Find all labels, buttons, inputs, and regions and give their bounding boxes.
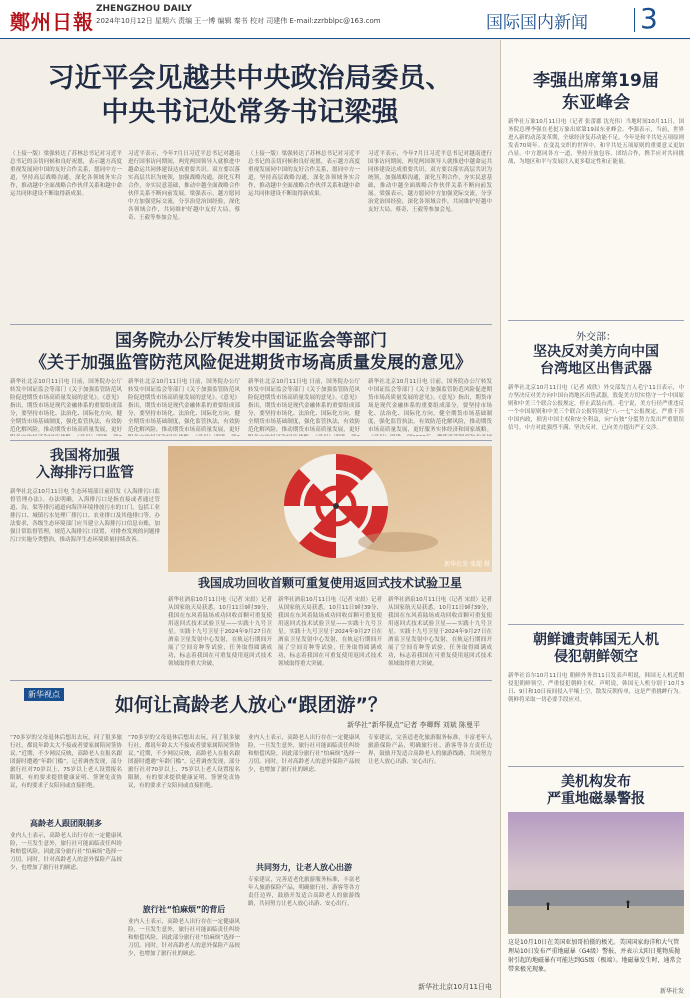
story4-headline: 我国成功回收首颗可重复使用返回式技术试验卫星	[197, 576, 462, 590]
main-story-lead: （上接一版）梁强转达了苏林总书记对习近平总书记的亲切问候和良好祝愿，表示越方高度重视发展同中国的友好合作关系，愿同中方一道，坚持高层战略沟通，深化各领域务实合作，推动越中全面战略合作伙伴关系和越中命运共同体建设不断取得新成果。	[10, 151, 122, 197]
right-story4-caption-credit: 新华社发	[659, 988, 684, 995]
main-headline-line2: 中央书记处常务书记梁强	[101, 97, 399, 128]
right-story2-headline-line2: 台湾地区出售武器	[540, 361, 652, 377]
feature-tag: 新华视点	[24, 688, 64, 701]
right-story3-headline	[508, 632, 684, 666]
right-story4-caption: 这是10月10日在美国亚加哥拍摄的极光。美国国家海洋和大气管理局10日发布严重地磁暴（G4级）警报，并表示太阳日冕物质抛射引起的地磁暴有可能达到G5级（极端）。地磁暴发生时，通常会带来极光现象。	[508, 939, 682, 973]
feature-byline: 新华社“新华视点”记者 李卿辉 刘斌 陈曼平	[347, 721, 480, 729]
story2-headline-line2: 《关于加强监管防范风险促进期货市场高质量发展的意见》	[30, 353, 472, 373]
divider	[10, 324, 492, 325]
feature-body-col4: 专家建议，完善适老化旅游服务标准，丰富老年人旅游保险产品，明确旅行社、游客等各方责任边界，鼓励开发适合高龄老人的旅游线路，共同努力让老人放心出游、安心出行。	[368, 735, 492, 765]
story3-headline	[10, 448, 160, 482]
feature-subhead-3: 共同努力，让老人放心出游	[256, 863, 352, 872]
main-story-body-col4: 习近平表示，今年7月日习近平总书记对越南进行国事访问期间，两党两国领导人就推进中越命运共同体建设达成重要共识。双方要以落实高层共识为统领，加强战略沟通，深化互利合作，夯实民意基础，推动中越全面战略合作伙伴关系不断向前发展。梁强表示，越方愿同中方加强党际交流，分享治党治国经验，深化各领域合作，共同维护好越中友好大局。蔡奇、王毅等参加会见。	[368, 151, 492, 213]
story2-headline	[10, 330, 492, 374]
story2-body-col3: 新华社北京10月11日电 日前，国务院办公厅转发中国证监会等部门《关于加强监管防范风险促进期货市场高质量发展的意见》。《意见》指出，期货市场是现代金融体系的重要组成部分，要坚持市场化、法治化、国际化方向，健全期货市场基础制度，强化监管执法，有效防范化解风险，推动期货市场高质量发展，更好	[248, 379, 360, 433]
story4-body-col3: 新华社酒泉10月11日电（记者 宋晨）记者从国家航天局获悉，10月11日9时39分，我国在东风着陆场成功回收首颗可重复使用返回式技术试验卫星——实践十九号卫星。实践十九号卫星于2024年9月27日在酒泉卫星发射中心发射，在轨运行期间开展了空间育种等试验，任务取得圆满成功，标志着我国在可重复使用返回式技术领域取得重大突破。	[388, 597, 492, 667]
right-story2-headline-line1: 坚决反对美方向中国	[533, 344, 659, 360]
section-title: 国际国内新闻	[486, 13, 588, 33]
feature-subhead-2: 旅行社“怕麻烦”的背后	[142, 905, 226, 914]
feature-body-col3b: 专家建议，完善适老化旅游服务标准，丰富老年人旅游保险产品，明确旅行社、游客等各方责任边界，鼓励开发适合高龄老人的旅游线路，共同努力让老人放心出游、安心出行。	[248, 877, 360, 907]
story4-body-col2: 新华社酒泉10月11日电（记者 宋晨）记者从国家航天局获悉，10月11日9时39分，我国在东风着陆场成功回收首颗可重复使用返回式技术试验卫星——实践十九号卫星。实践十九号卫星于2024年9月27日在酒泉卫星发射中心发射，在轨运行期间开展了空间育种等试验，任务取得圆满成功，标志着我国在可重复使用返回式技术领域取得重大突破。	[278, 597, 382, 667]
feature-subhead-1: 高龄老人跟团限制多	[30, 819, 102, 828]
right-story4-headline-line2: 严重地磁暴警报	[547, 791, 645, 807]
right-story3-body: 新华社首尔10月11日电 朝鲜外务省11日发表声明说，韩国无人机近期侵犯朝鲜领空，严重侵犯朝鲜主权。声明说，韩国无人机分别于10月3日、9日和10日夜间侵入平壤上空，散发反朝传单，这是严重挑衅行为。朝鲜将采取一切必要手段应对。	[508, 673, 684, 703]
photo-credit: 新华社发 张超 摄	[444, 561, 490, 568]
right-story1-headline-line2: 东亚峰会	[562, 93, 630, 113]
main-story-body-col3: （上接一版）梁强转达了苏林总书记对习近平总书记的亲切问候和良好祝愿，表示越方高度重视发展同中国的友好合作关系，愿同中方一道，坚持高层战略沟通，深化各领域务实合作，推动越中全面战略合作伙伴关系和越中命运共同体建设不断取得新成果。	[248, 151, 360, 197]
story3-headline-line2: 入海排污口监管	[36, 465, 134, 481]
main-headline	[10, 62, 490, 130]
divider	[508, 320, 684, 321]
aurora-photo	[508, 812, 684, 934]
story2-headline-line1: 国务院办公厅转发中国证监会等部门	[115, 331, 387, 351]
right-story3-headline-line2: 侵犯朝鲜领空	[554, 649, 638, 665]
main-headline-line1: 习近平会见越共中央政治局委员、	[47, 63, 453, 94]
right-story3-headline-line1: 朝鲜谴责韩国无人机	[533, 632, 659, 648]
story2-body-col4: 新华社北京10月11日电 日前，国务院办公厅转发中国证监会等部门《关于加强监管防范风险促进期货市场高质量发展的意见》。《意见》指出，期货市场是现代金融体系的重要组成部分，要坚持市场化、法治化、国际化方向，健全期货市场基础制度，强化监管执法，有效防范化解风险，推动期货市场高质量发展，更好服务实体经济和国家战略。	[368, 379, 492, 433]
feature-body-col1b: 业内人士表示，高龄老人出行存在一定健康风险，一旦发生意外，旅行社可能面临责任纠纷和赔偿风险，因此部分旅行社“怕麻烦”选择一刀切。同时，针对高龄老人的意外保险产品较少，也增加了旅行社的顾虑。	[10, 833, 122, 871]
aurora-beach-illustration	[508, 812, 684, 934]
newspaper-name-en: ZHENGZHOU DAILY	[96, 4, 192, 14]
story3-headline-line1: 我国将加强	[50, 448, 120, 464]
right-story2-tag: 外交部：	[576, 332, 616, 343]
feature-footer: 新华社北京10月11日电	[418, 983, 492, 991]
right-story4-headline-line1: 美机构发布	[561, 774, 631, 790]
divider	[10, 680, 492, 681]
right-story1-headline	[508, 70, 684, 114]
feature-body-col2: “70多岁的父母退休后想出去玩，问了很多旅行社，都说年龄太大不接或者要家属陪同签协议。”近期，不少网民反映，高龄老人在报名跟团游时遭遇“年龄门槛”。记者调查发现，部分旅行社对70岁以上、75岁以上老人设置报名限制，有的要求提供健康证明、签署免责协议，有的要求子女陪同或直接拒绝。	[128, 735, 240, 789]
right-story2-headline	[508, 344, 684, 378]
feature-body-col1: “70多岁的父母退休后想出去玩，问了很多旅行社，都说年龄太大不接或者要家属陪同签协议。”近期，不少网民反映，高龄老人在报名跟团游时遭遇“年龄门槛”。记者调查发现，部分旅行社对70岁以上、75岁以上老人设置报名限制，有的要求提供健康证明、签署免责协议，有的要求子女陪同或直接拒绝。	[10, 735, 122, 789]
story3-body: 新华社北京10月11日电 生态环境部日前印发《入海排污口监督管理办法》。办法明确，入海排污口是指直接或者通过管道、沟、渠等排污通道向海洋环境排放污水的口门，包括工业排污口、城镇污水处理厂排污口、农业排口及其他排口等。办法要求，各级生态环境部门应当建立入海排污口信息台账，加强日常监督管理，规范入海排污口设置，对排查发现的问题排污口实施分类整治，推动海洋生态环境质量持续改善。	[10, 489, 160, 543]
story2-body-col2: 新华社北京10月11日电 日前，国务院办公厅转发中国证监会等部门《关于加强监管防范风险促进期货市场高质量发展的意见》。《意见》指出，期货市场是现代金融体系的重要组成部分，要坚持市场化、法治化、国际化方向，健全期货市场基础制度，强化监管执法，有效防范化解风险，推动期货市场高质量发展，更好	[128, 379, 240, 433]
right-story1-headline-line1: 李强出席第19届	[533, 71, 659, 91]
divider	[508, 766, 684, 767]
issue-meta: 2024年10月12日 星期六 责编 王一博 编辑 秦书 校对 司建伟 E-mail:zzrbblpc@163.com	[96, 17, 381, 25]
right-story4-headline	[508, 774, 684, 808]
feature-body-col3: 业内人士表示，高龄老人出行存在一定健康风险，一旦发生意外，旅行社可能面临责任纠纷和赔偿风险，因此部分旅行社“怕麻烦”选择一刀切。同时，针对高龄老人的意外保险产品较少，也增加了旅行社的顾虑。	[248, 735, 360, 773]
newspaper-logo: 鄭州日報	[10, 10, 94, 34]
section-divider	[634, 8, 635, 32]
feature-body-col2b: 业内人士表示，高龄老人出行存在一定健康风险，一旦发生意外，旅行社可能面临责任纠纷和赔偿风险，因此部分旅行社“怕麻烦”选择一刀切。同时，针对高龄老人的意外保险产品较少，也增加了旅行社的顾虑。	[128, 919, 240, 957]
page-number: 3	[640, 2, 658, 35]
right-story1-body: 新华社万象10月11日电（记者 张蕾郡 沈光伟）当地时间10月11日，国务院总理李强在老挝万象出席第19届东亚峰会。李强表示，当前，世界进入新的动荡变革期，全球经济复苏动能不足。今年是和平共处五项原则发表70周年。在变乱交织的世界中，和平共处五项原则的重要意义更加凸显。中方愿同各方一道，坚持开放包容、团结合作，携手应对共同挑战，为地区和平与发展注入更多稳定性和正能量。	[508, 119, 684, 165]
beach-umbrella-illustration	[168, 446, 492, 572]
feature-headline: 如何让高龄老人放心“跟团游”？	[115, 694, 387, 716]
beach-umbrella-photo	[168, 446, 492, 572]
story2-body-col1: 新华社北京10月11日电 日前，国务院办公厅转发中国证监会等部门《关于加强监管防范风险促进期货市场高质量发展的意见》。《意见》指出，期货市场是现代金融体系的重要组成部分，要坚持市场化、法治化、国际化方向，健全期货市场基础制度，强化监管执法，有效防范化解风险，推动期货市场高质量发展，更好	[10, 379, 122, 433]
main-story-body-col2: 习近平表示，今年7月日习近平总书记对越南进行国事访问期间，两党两国领导人就推进中越命运共同体建设达成重要共识。双方要以落实高层共识为统领，加强战略沟通，深化互利合作，夯实民意基础，推动中越全面战略合作伙伴关系不断向前发展。梁强表示，越方愿同中方加强党际交流，分享治党治国经验，深化各领域合作，共同维护好越中友好大局。蔡奇、王毅等参加会见。	[128, 151, 240, 221]
divider	[10, 440, 492, 441]
right-story2-body: 新华社北京10月11日电（记者 成欣）外交部发言人毛宁11日表示，中方坚决反对美方向中国台湾地区出售武器，敦促美方切实恪守一个中国原则和中美三个联合公报规定，停止武装台湾。毛宁说，美方行径严重违反一个中国原则和中美三个联合公报特别是“八·一七”公报规定，严重干涉中国内政，损害中国主权和安全利益，向“台独”分裂势力发出严重错误信号。中方对此强烈不满、坚决反对，已向美方提出严正交涉。	[508, 385, 684, 431]
divider	[508, 624, 684, 625]
story4-body-col1: 新华社酒泉10月11日电（记者 宋晨）记者从国家航天局获悉，10月11日9时39分，我国在东风着陆场成功回收首颗可重复使用返回式技术试验卫星——实践十九号卫星。实践十九号卫星于2024年9月27日在酒泉卫星发射中心发射，在轨运行期间开展了空间育种等试验，任务取得圆满成功，标志着我国在可重复使用返回式技术领域取得重大突破。	[168, 597, 272, 667]
